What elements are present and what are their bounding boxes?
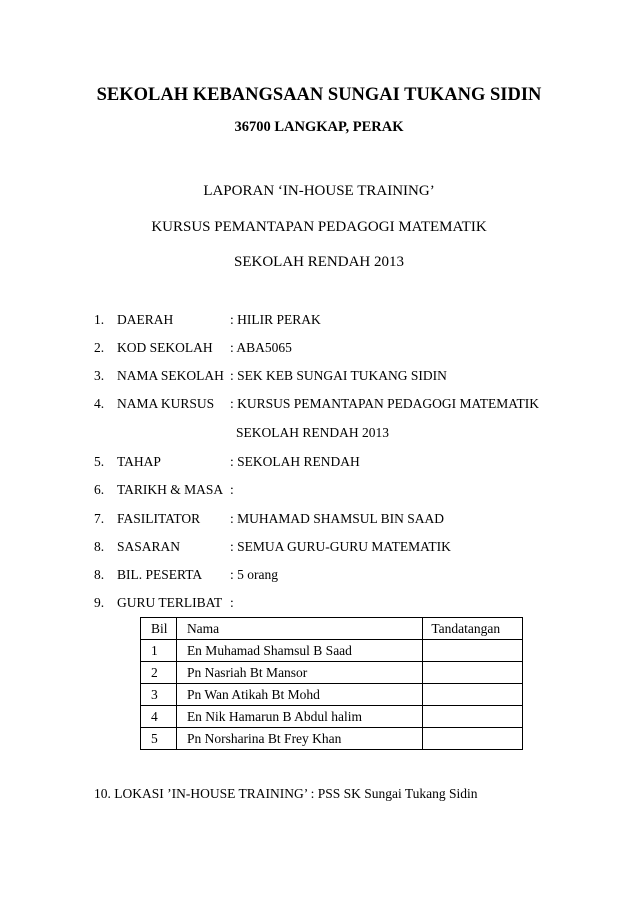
item-number: 8. [94, 567, 105, 582]
cell-bil: 5 [141, 728, 177, 750]
cell-tandatangan [423, 640, 523, 662]
item-label: NAMA KURSUS [117, 396, 215, 411]
item-label: FASILITATOR [117, 511, 201, 526]
cell-tandatangan [423, 706, 523, 728]
cell-nama: Pn Norsharina Bt Frey Khan [176, 728, 422, 750]
header-tandatangan: Tandatangan [423, 618, 523, 640]
course-title-line1: KURSUS PEMANTAPAN PEDAGOGI MATEMATIK [151, 219, 487, 235]
table-row [141, 662, 523, 684]
item-value: : KURSUS PEMANTAPAN PEDAGOGI MATEMATIK [230, 396, 539, 411]
item-value: : ABA5065 [230, 340, 292, 355]
cell-bil: 4 [141, 706, 177, 728]
header-nama: Nama [176, 618, 422, 640]
item-label: TAHAP [117, 454, 161, 469]
course-title-line2: SEKOLAH RENDAH 2013 [234, 254, 404, 270]
item-value: : [230, 595, 234, 610]
item-value: : MUHAMAD SHAMSUL BIN SAAD [230, 511, 445, 526]
table-row [141, 728, 523, 750]
cell-nama: En Muhamad Shamsul B Saad [176, 640, 422, 662]
item-label: DAERAH [117, 312, 174, 327]
table-header-row [141, 618, 523, 640]
cell-bil: 3 [141, 684, 177, 706]
school-name: SEKOLAH KEBANGSAAN SUNGAI TUKANG SIDIN [96, 85, 542, 105]
item-label: GURU TERLIBAT [117, 595, 223, 610]
item-number: 4. [94, 396, 105, 411]
item-number: 6. [94, 482, 105, 497]
item-value: : SEMUA GURU-GURU MATEMATIK [230, 539, 451, 554]
cell-bil: 1 [141, 640, 177, 662]
item-value: : SEK KEB SUNGAI TUKANG SIDIN [230, 368, 447, 383]
training-location: 10. LOKASI ’IN-HOUSE TRAINING’ : PSS SK Sungai Tukang Sidin [94, 786, 478, 801]
cell-tandatangan [423, 684, 523, 706]
item-value: : [230, 482, 234, 497]
table-row [141, 706, 523, 728]
item-number: 9. [94, 595, 105, 610]
cell-nama: Pn Nasriah Bt Mansor [176, 662, 422, 684]
cell-nama: En Nik Hamarun B Abdul halim [176, 706, 422, 728]
item-label: SASARAN [117, 539, 181, 554]
item-number: 1. [94, 312, 105, 327]
cell-tandatangan [423, 728, 523, 750]
cell-bil: 2 [141, 662, 177, 684]
item-number: 7. [94, 511, 105, 526]
item-label: NAMA SEKOLAH [117, 368, 224, 383]
item-number: 5. [94, 454, 105, 469]
cell-nama: Pn Wan Atikah Bt Mohd [176, 684, 422, 706]
cell-tandatangan [423, 662, 523, 684]
item-label: TARIKH & MASA [117, 482, 224, 497]
item-label: BIL. PESERTA [117, 567, 203, 582]
item-value: : HILIR PERAK [230, 312, 321, 327]
header-bil: Bil [141, 618, 177, 640]
table-row [141, 640, 523, 662]
report-title: LAPORAN ‘IN-HOUSE TRAINING’ [203, 183, 435, 199]
item-number: 8. [94, 539, 105, 554]
item-value: : 5 orang [230, 567, 278, 582]
item-value: : SEKOLAH RENDAH [230, 454, 360, 469]
item-nama-kursus-continuation: SEKOLAH RENDAH 2013 [236, 425, 389, 440]
table-row [141, 684, 523, 706]
item-number: 2. [94, 340, 105, 355]
school-address: 36700 LANGKAP, PERAK [234, 119, 404, 135]
item-number: 3. [94, 368, 105, 383]
teachers-table [140, 617, 523, 750]
item-label: KOD SEKOLAH [117, 340, 213, 355]
